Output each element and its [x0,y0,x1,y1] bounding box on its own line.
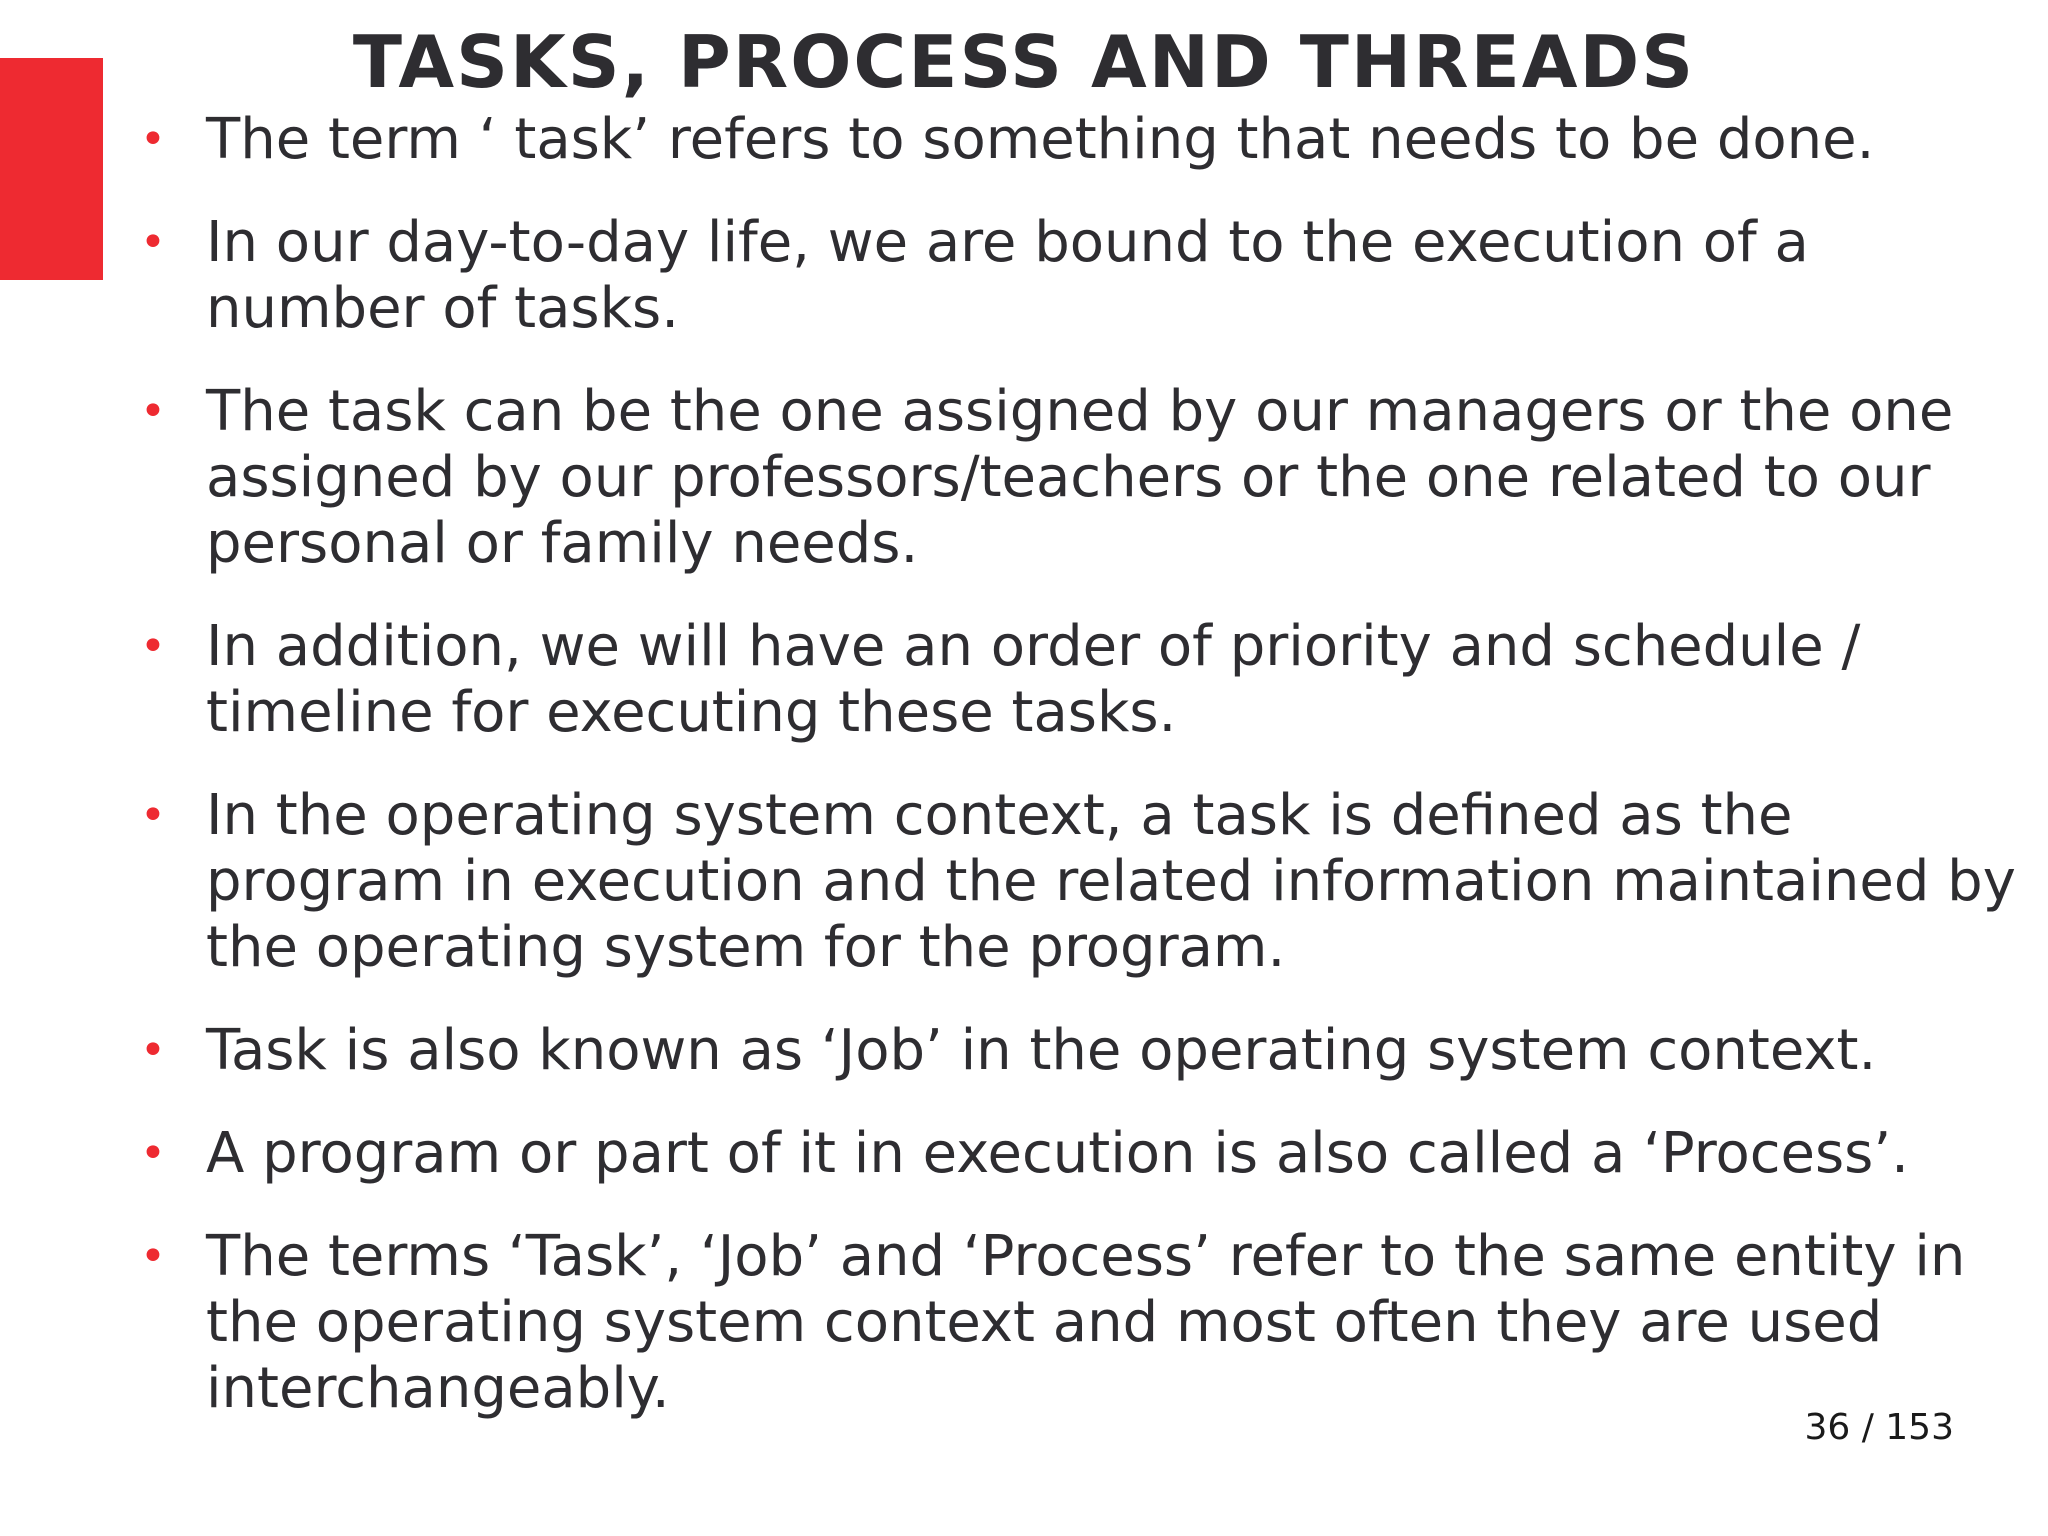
slide-title: TASKS, PROCESS AND THREADS [352,20,1696,104]
bullet-dot-icon: • [140,1025,166,1076]
bullet-text: A program or part of it in execution is also called a ‘Process’. [206,1121,1909,1186]
bullet-dot-icon: • [140,1128,166,1179]
bullet-item [0,1018,2048,1084]
bullet-dot-icon: • [140,386,166,437]
bullet-text: The task can be the one assigned by our managers or the one assigned by our professors/teachers or the one related to our personal or family needs. [206,379,1954,576]
bullet-dot-icon: • [140,790,166,841]
bullet-item [0,1224,2048,1422]
bullet-item [0,783,2048,981]
page-number: 36 / 153 [1804,1407,1954,1448]
bullet-item [0,210,2048,342]
bullet-text: In addition, we will have an order of priority and schedule / timeline for executing these tasks. [206,614,1861,745]
bullet-text: Task is also known as ‘Job’ in the operating system context. [206,1018,1877,1083]
bullet-dot-icon: • [140,621,166,672]
bullet-item [0,614,2048,746]
bullet-text: The terms ‘Task’, ‘Job’ and ‘Process’ refer to the same entity in the operating system context and most often they are used interchangeably. [206,1224,1966,1421]
bullet-text: In our day-to-day life, we are bound to the execution of a number of tasks. [206,210,1809,341]
bullet-item [0,379,2048,577]
bullet-item [0,1121,2048,1187]
bullet-item [0,107,2048,173]
bullet-dot-icon: • [140,114,166,165]
bullet-text: In the operating system context, a task is defined as the program in execution and the related information maintained by the operating system for the program. [206,783,2016,980]
bullet-dot-icon: • [140,1231,166,1282]
bullet-text: The term ‘ task’ refers to something that needs to be done. [206,107,1875,172]
bullet-list [0,107,2048,1459]
bullet-dot-icon: • [140,217,166,268]
